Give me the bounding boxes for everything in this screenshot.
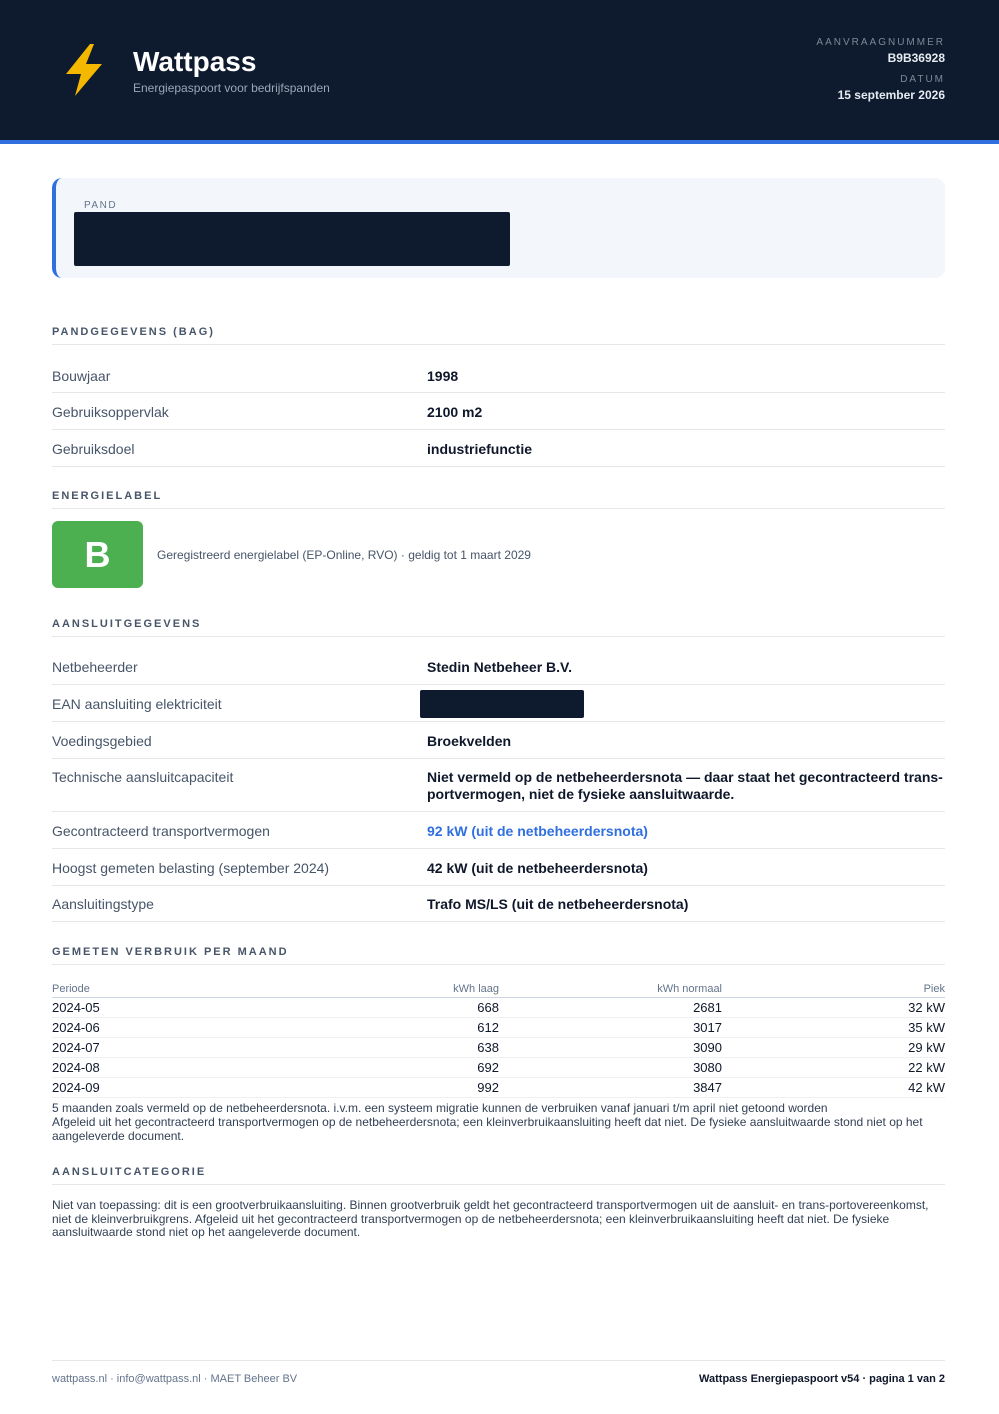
table-header-row [52,982,945,998]
footer-contact: wattpass.nl · info@wattpass.nl · MAET Beheer BV [52,1373,298,1385]
column-header-piek: Piek [722,982,945,998]
page-header [0,0,999,144]
kv-value: Stedin Netbeheer B.V. [427,659,572,675]
cell-piek: 22 kW [722,1058,945,1078]
kv-value: Trafo MS/LS (uit de netbeheerdersnota) [427,896,689,912]
footer-divider [52,1360,945,1361]
kv-key: Gecontracteerd transportvermogen [52,823,270,839]
kv-value: 2100 m2 [427,404,483,420]
kv-row-technische-capaciteit [52,759,945,812]
kv-key: Netbeheerder [52,659,138,675]
request-number-label: AANVRAAGNUMMER [816,37,945,48]
cell-kwh-normaal: 3080 [499,1058,722,1078]
cell-kwh-laag: 668 [202,998,499,1018]
kv-row-ean [52,685,945,722]
cell-periode: 2024-09 [52,1078,202,1098]
kv-value: 1998 [427,368,459,384]
usage-derivation-note: Afgeleid uit het gecontracteerd transportvermogen op de netbeheerdersnota; een kleinverbruikaansluiting heeft dat niet. De fysieke aansluitwaarde stond niet op het aangeleverde document. [52,1115,923,1143]
cell-periode: 2024-06 [52,1018,202,1038]
cell-periode: 2024-08 [52,1058,202,1078]
date-value: 15 september 2026 [837,88,945,102]
kv-key: Gebruiksdoel [52,441,135,457]
table-row [52,1078,945,1098]
kv-value: Broekvelden [427,733,512,749]
kv-key: EAN aansluiting elektriciteit [52,696,222,712]
request-number-value: B9B36928 [887,51,945,65]
kv-key: Gebruiksoppervlak [52,404,169,420]
cell-periode: 2024-07 [52,1038,202,1058]
kv-value-link[interactable]: 92 kW (uit de netbeheerdersnota) [427,823,648,839]
kv-value: industriefunctie [427,441,533,457]
brand-name: Wattpass [133,46,257,77]
cell-kwh-normaal: 3090 [499,1038,722,1058]
cell-kwh-normaal: 3847 [499,1078,722,1098]
kv-key: Aansluitingstype [52,896,154,912]
brand-tagline: Energiepaspoort voor bedrijfspanden [133,81,330,95]
cell-periode: 2024-05 [52,998,202,1018]
column-header-kwh-laag: kWh laag [202,982,499,998]
usage-note: 5 maanden zoals vermeld op de netbeheerdersnota. i.v.m. een systeem migratie kunnen de verbruiken vanaf januari t/m april niet getoond worden [52,1101,828,1115]
column-header-periode: Periode [52,982,202,998]
table-row [52,1058,945,1078]
footer-page-info: Wattpass Energiepaspoort v54 · pagina 1 van 2 [699,1373,945,1385]
energy-label-description: Geregistreerd energielabel (EP-Online, RVO) · geldig tot 1 maart 2029 [157,548,531,562]
cell-kwh-normaal: 2681 [499,998,722,1018]
table-row [52,998,945,1018]
redacted-ean [420,690,584,718]
kv-row-gebruiksoppervlak [52,393,945,430]
kv-key: Hoogst gemeten belasting (september 2024) [52,860,330,876]
cell-piek: 29 kW [722,1038,945,1058]
kv-row-aansluitingstype [52,886,945,922]
pand-box [52,178,945,278]
cell-kwh-laag: 612 [202,1018,499,1038]
section-title-categorie: AANSLUITCATEGORIE [52,1166,945,1185]
kv-key: Technische aansluitcapaciteit [52,769,234,785]
section-title-aansluit: AANSLUITGEGEVENS [52,618,945,637]
energy-label-badge: B [52,521,143,588]
kv-value: Niet vermeld op de netbeheerdersnota — daar staat het gecontracteerd trans-portvermogen, niet de fysieke aansluitwaarde. [427,769,943,802]
section-title-verbruik: GEMETEN VERBRUIK PER MAAND [52,946,945,965]
redacted-address [74,212,510,266]
kv-key: Voedingsgebied [52,733,152,749]
kv-row-transportvermogen [52,812,945,849]
usage-table [52,982,945,1098]
kv-row-netbeheerder [52,648,945,685]
cell-kwh-laag: 992 [202,1078,499,1098]
cell-piek: 32 kW [722,998,945,1018]
cell-kwh-laag: 638 [202,1038,499,1058]
table-row [52,1038,945,1058]
kv-key: Bouwjaar [52,368,111,384]
cell-kwh-laag: 692 [202,1058,499,1078]
column-header-kwh-normaal: kWh normaal [499,982,722,998]
section-title-energielabel: ENERGIELABEL [52,490,945,509]
pand-label: PAND [84,200,118,211]
cell-piek: 35 kW [722,1018,945,1038]
kv-row-voedingsgebied [52,722,945,759]
categorie-text: Niet van toepassing: dit is een grootverbruikaansluiting. Binnen grootverbruik geldt het gecontracteerd transportvermogen uit de aansluit- en trans-portovereenkomst, niet de kleinverbruikgrens. Afgeleid uit het gecontracteerd transportvermogen op de netbeheerdersnota; een kleinverbruikaansluiting heeft dat niet. De fysieke aansluitwaarde stond niet op het aangeleverde document. [52,1198,929,1239]
kv-row-bouwjaar [52,356,945,393]
request-number-block [816,37,945,65]
lightning-bolt-icon [62,44,106,96]
kv-row-gebruiksdoel [52,430,945,467]
cell-kwh-normaal: 3017 [499,1018,722,1038]
kv-value: 42 kW (uit de netbeheerdersnota) [427,860,648,876]
date-label: DATUM [900,74,945,85]
section-title-bag: PANDGEGEVENS (BAG) [52,326,945,345]
date-block [838,74,945,102]
cell-piek: 42 kW [722,1078,945,1098]
kv-row-hoogst-gemeten [52,849,945,886]
table-row [52,1018,945,1038]
